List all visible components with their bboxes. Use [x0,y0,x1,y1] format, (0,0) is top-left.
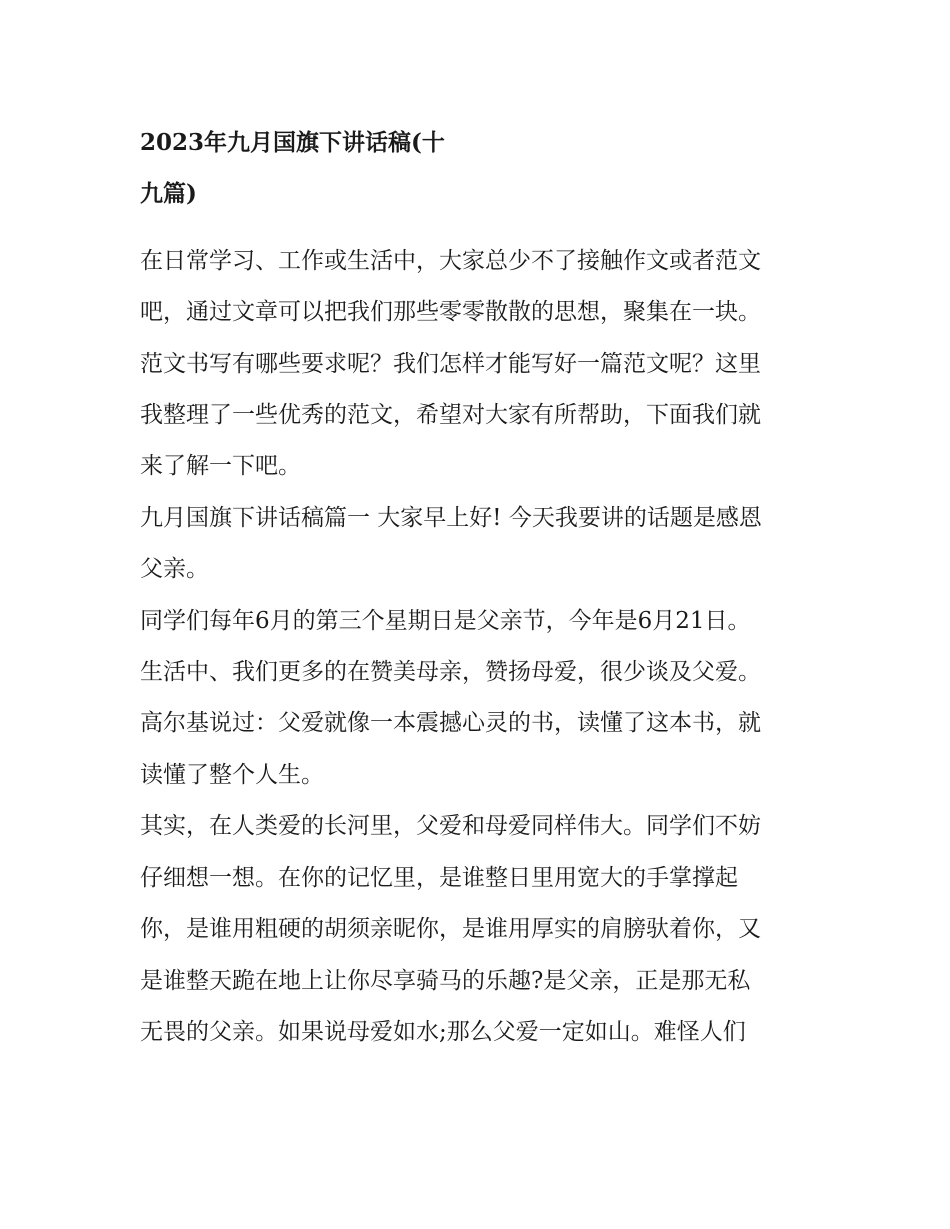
document-body [140,236,820,1059]
text-line: 你，是谁用粗硬的胡须亲昵你，是谁用厚实的肩膀驮着你，又 [140,916,761,943]
text-line: 高尔基说过：父爱就像一本震撼心灵的书，读懂了这本书，就 [140,710,761,737]
text-line: 我整理了一些优秀的范文，希望对大家有所帮助，下面我们就 [140,402,761,429]
text-line: 吧，通过文章可以把我们那些零零散散的思想，聚集在一块。 [140,299,761,326]
text-line: 生活中、我们更多的在赞美母亲，赞扬母爱，很少谈及父爱。 [140,659,761,686]
paragraph-fathers-day [140,596,820,802]
document-title [140,117,820,220]
paragraph-fatherly-love [140,801,820,1058]
text-line: 来了解一下吧。 [140,453,301,480]
text-line: 是谁整天跪在地上让你尽享骑马的乐趣?是父亲，正是那无私 [140,967,751,994]
text-line: 其实，在人类爱的长河里，父爱和母爱同样伟大。同学们不妨 [140,813,761,840]
text-line: 无畏的父亲。如果说母爱如水;那么父爱一定如山。难怪人们 [140,1018,746,1045]
title-line: 九篇) [140,180,197,208]
title-line: 2023年九月国旗下讲话稿(十 [140,129,445,156]
text-line: 父亲。 [140,556,209,583]
paragraph-speech-heading [140,493,820,596]
text-line: 范文书写有哪些要求呢？我们怎样才能写好一篇范文呢？这里 [140,350,761,377]
text-line: 读懂了整个人生。 [140,761,324,788]
paragraph-intro [140,236,820,493]
text-line: 九月国旗下讲话稿篇一 大家早上好! 今天我要讲的话题是感恩 [140,504,762,531]
text-line: 在日常学习、工作或生活中，大家总少不了接触作文或者范文 [140,247,761,274]
text-line: 同学们每年6月的第三个星期日是父亲节，今年是6月21日。 [140,607,751,634]
text-line: 仔细想一想。在你的记忆里，是谁整日里用宽大的手掌撑起 [140,864,738,891]
document-content [140,117,820,1058]
